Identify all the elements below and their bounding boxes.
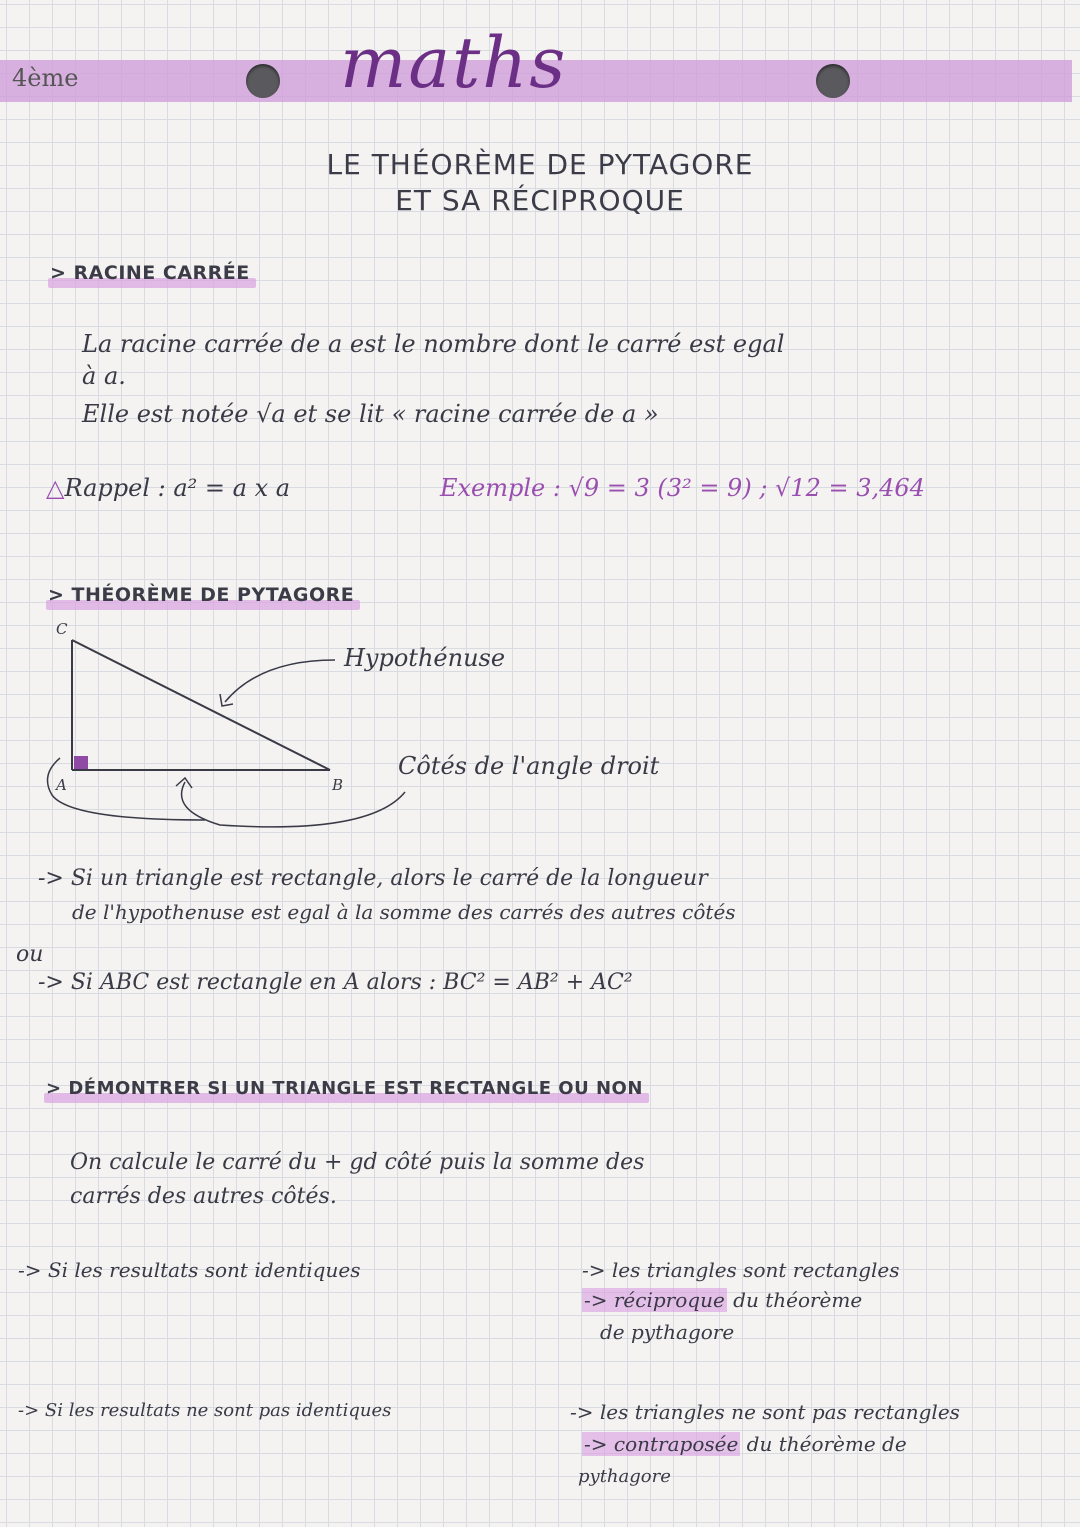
page-title: maths	[340, 22, 568, 104]
case-identical-result-1: -> les triangles sont rectangles	[582, 1258, 900, 1282]
racine-notation-line: Elle est notée √a et se lit « racine carrée de a »	[82, 400, 659, 428]
warning-triangle-icon: △	[46, 474, 65, 502]
subtitle-line-2: ET SA RÉCIPROQUE	[395, 184, 685, 217]
rappel-line: △Rappel : a² = a x a	[46, 474, 291, 502]
theorem-rule-line-3: -> Si ABC est rectangle en A alors : BC² = AB² + AC²	[38, 970, 633, 995]
heading-demontrer: > DÉMONTRER SI UN TRIANGLE EST RECTANGLE OU NON	[44, 1078, 649, 1101]
vertex-c-label: C	[56, 620, 68, 638]
grade-label: 4ème	[12, 64, 79, 92]
vertex-b-label: B	[332, 776, 344, 794]
side-bc-hypotenuse	[72, 640, 330, 770]
heading-marker: >	[46, 1078, 69, 1099]
theorem-rule-line-2: de l'hypothenuse est egal à la somme des carrés des autres côtés	[72, 900, 736, 924]
racine-definition-line-1: La racine carrée de a est le nombre dont le carré est egal	[82, 330, 785, 358]
case-identical-result-3: de pythagore	[600, 1320, 735, 1344]
heading-theoreme: > THÉORÈME DE PYTAGORE	[46, 584, 360, 608]
reciproque-highlight: -> réciproque	[584, 1288, 725, 1312]
case-identical-result-2: -> réciproque du théorème	[584, 1288, 863, 1312]
case-not-identical-result-2: -> contraposée du théorème de	[584, 1432, 907, 1456]
ou-label: ou	[16, 942, 44, 967]
heading-marker: >	[50, 262, 74, 284]
case-not-identical-result-1: -> les triangles ne sont pas rectangles	[570, 1400, 960, 1424]
theorem-rule-line-1: -> Si un triangle est rectangle, alors le carré de la longueur	[38, 866, 708, 891]
hypotenuse-arrow	[225, 660, 335, 702]
case-identical-condition: -> Si les resultats sont identiques	[18, 1258, 361, 1282]
demontrer-line-2: carrés des autres côtés.	[70, 1184, 337, 1209]
cotes-angle-droit-label: Côtés de l'angle droit	[398, 752, 660, 780]
racine-definition-line-2: à a.	[82, 362, 126, 390]
right-angle-marker	[74, 756, 88, 769]
heading-racine-carree: > RACINE CARRÉE	[48, 262, 256, 286]
vertex-a-label: A	[56, 776, 67, 794]
contraposee-highlight: -> contraposée	[584, 1432, 739, 1456]
sides-bracket-arrow	[182, 782, 405, 827]
case-not-identical-condition: -> Si les resultats ne sont pas identiques	[18, 1400, 392, 1421]
hypotenuse-label: Hypothénuse	[344, 644, 506, 672]
binder-hole-left	[246, 64, 280, 98]
case-not-identical-result-3: pythagore	[578, 1466, 671, 1487]
subtitle-line-1: LE THÉORÈME DE PYTAGORE	[326, 148, 754, 181]
heading-marker: >	[48, 584, 72, 606]
exemple-line: Exemple : √9 = 3 (3² = 9) ; √12 = 3,464	[440, 474, 925, 502]
binder-hole-right	[816, 64, 850, 98]
demontrer-line-1: On calcule le carré du + gd côté puis la somme des	[70, 1150, 645, 1175]
